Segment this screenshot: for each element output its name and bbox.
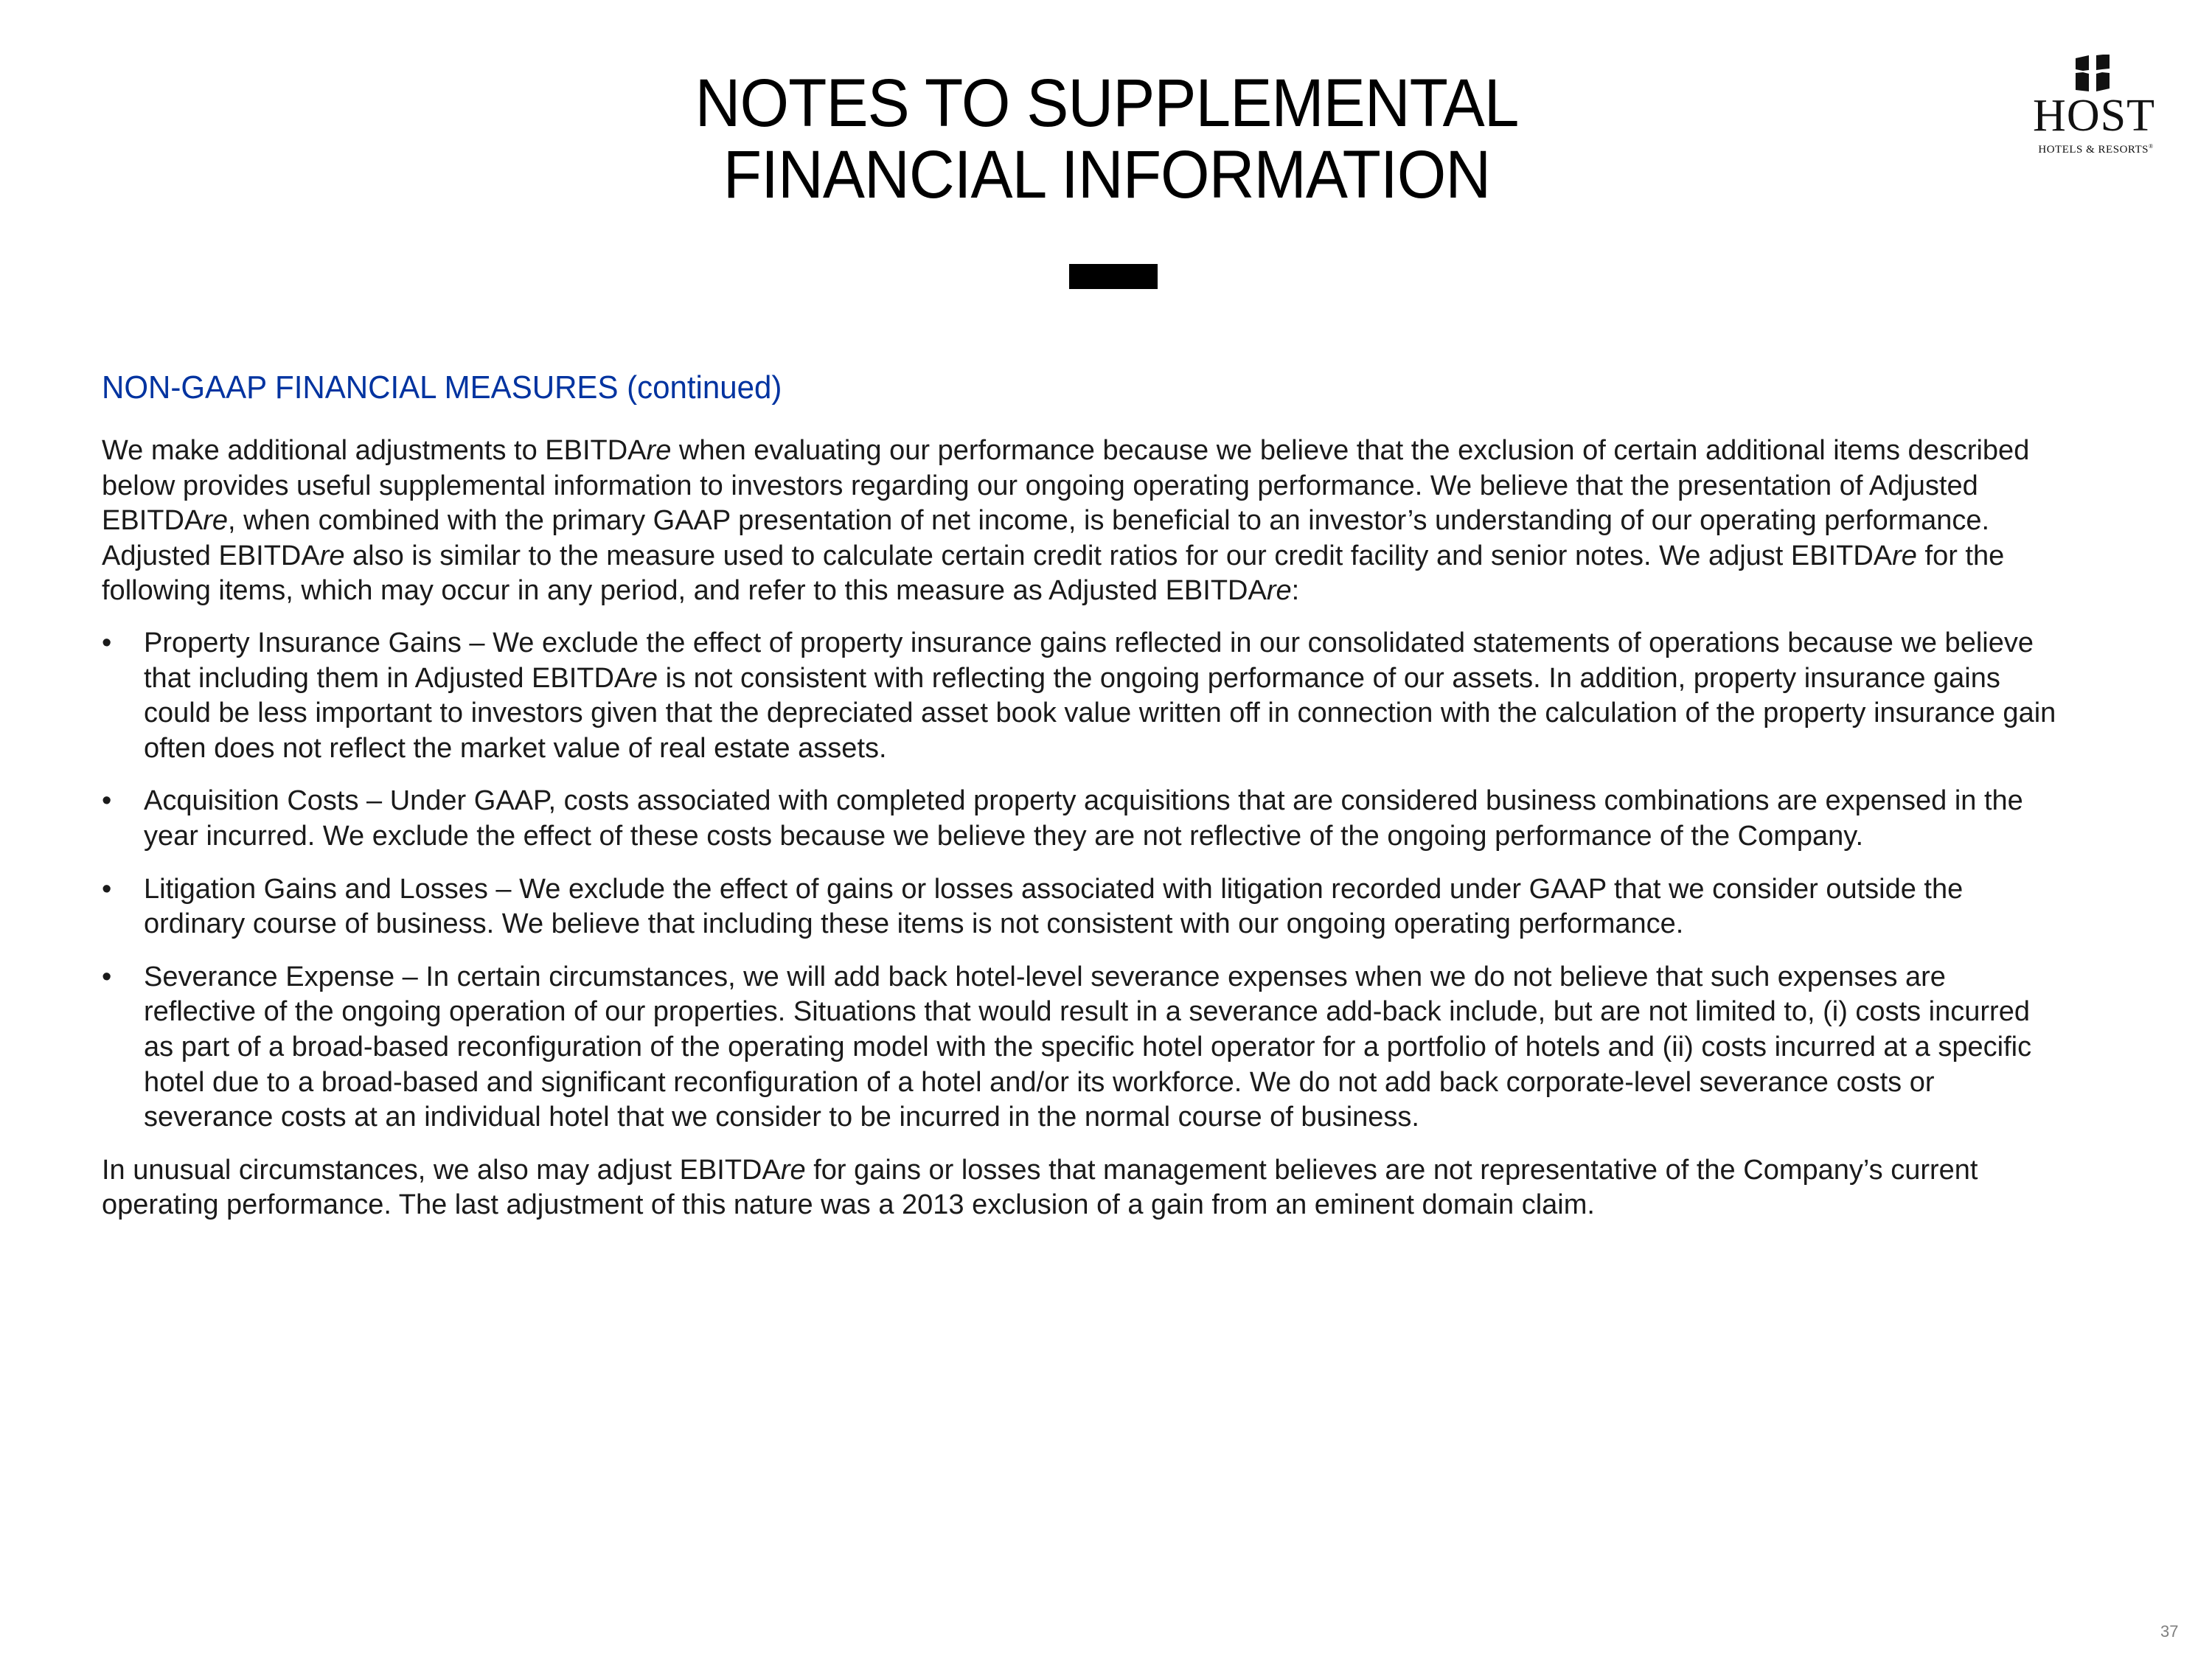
page-title: [78, 68, 2135, 211]
list-item-severance-expense: [102, 960, 2144, 1135]
text-line: Adjusted EBITDAre also is similar to the measure used to calculate certain credit ratios for our credit facility and senior notes. We adjust EBITDAre for the: [102, 540, 2005, 571]
page-title-line-1: NOTES TO SUPPLEMENTAL: [695, 66, 1519, 141]
text-line: severance costs at an individual hotel that we consider to be incurred in the normal course of business.: [144, 1102, 1419, 1133]
text-line: Acquisition Costs – Under GAAP, costs associated with completed property acquisitions that are considered business combinations are expensed in the: [144, 785, 2023, 817]
title-divider-bar: [1069, 264, 1158, 289]
adjustment-items-list: [102, 626, 2144, 1135]
text-line: ordinary course of business. We believe that including these items is not consistent with our ongoing operating performance.: [144, 908, 1684, 940]
page-number: 37: [2160, 1622, 2179, 1641]
host-hotels-logo: [2024, 52, 2168, 159]
text-line: operating performance. The last adjustment of this nature was a 2013 exclusion of a gain from an eminent domain claim.: [102, 1189, 1595, 1221]
closing-paragraph: [102, 1153, 2144, 1223]
text-line: as part of a broad-based reconfiguration of the operating model with the specific hotel operator for a portfolio of hotels and (ii) costs incurred at a specific: [144, 1031, 2032, 1062]
text-line: year incurred. We exclude the effect of these costs because we believe they are not reflective of the ongoing performance of the Company.: [144, 820, 1864, 852]
document-body: [102, 434, 2144, 1223]
text-line: often does not reflect the market value of real estate assets.: [144, 732, 887, 764]
host-logo-mark-icon: [2074, 55, 2112, 93]
bullet-icon: •: [102, 785, 112, 817]
text-line: We make additional adjustments to EBITDAre when evaluating our performance because we believe that the exclusion of certain additional items described: [102, 435, 2030, 466]
bullet-icon: •: [102, 961, 112, 992]
text-line: could be less important to investors given that the depreciated asset book value written off in connection with the calculation of the property insurance gain: [144, 698, 2056, 729]
text-line: In unusual circumstances, we also may adjust EBITDAre for gains or losses that management believes are not representative of the Company’s current: [102, 1154, 1978, 1186]
list-item-property-insurance-gains: [102, 626, 2144, 766]
text-line: that including them in Adjusted EBITDAre is not consistent with reflecting the ongoing performance of our assets. In addition, property insurance gains: [144, 662, 2000, 694]
text-line: following items, which may occur in any period, and refer to this measure as Adjusted EBITDAre:: [102, 575, 1300, 607]
text-line: EBITDAre, when combined with the primary GAAP presentation of net income, is beneficial to an investor’s understanding of our operating performance.: [102, 505, 1990, 537]
list-item-acquisition-costs: [102, 784, 2144, 854]
section-heading: NON-GAAP FINANCIAL MEASURES (continued): [102, 369, 782, 406]
text-line: reflective of the ongoing operation of our properties. Situations that would result in a severance add-back include, but are not limited to, (i) costs incurred: [144, 996, 2030, 1028]
text-line: Severance Expense – In certain circumstances, we will add back hotel-level severance expenses when we do not believe that such expenses are: [144, 961, 1946, 992]
text-line: Litigation Gains and Losses – We exclude the effect of gains or losses associated with litigation recorded under GAAP that we consider outside the: [144, 873, 1964, 905]
text-line: hotel due to a broad-based and significant reconfiguration of a hotel and/or its workforce. We do not add back corporate-level severance costs or: [144, 1066, 1935, 1098]
text-line: Property Insurance Gains – We exclude the effect of property insurance gains reflected in our consolidated statements of operations because we believe: [144, 627, 2034, 658]
text-line: below provides useful supplemental information to investors regarding our ongoing operating performance. We believe that the presentation of Adjusted: [102, 470, 1978, 501]
list-item-litigation-gains-losses: [102, 872, 2144, 942]
intro-paragraph: [102, 434, 2144, 609]
bullet-icon: •: [102, 873, 112, 905]
logo-tagline: HOTELS & RESORTS®: [2038, 143, 2154, 156]
page-title-line-2: FINANCIAL INFORMATION: [723, 137, 1491, 212]
logo-wordmark: HOST: [2033, 91, 2155, 141]
bullet-icon: •: [102, 627, 112, 658]
